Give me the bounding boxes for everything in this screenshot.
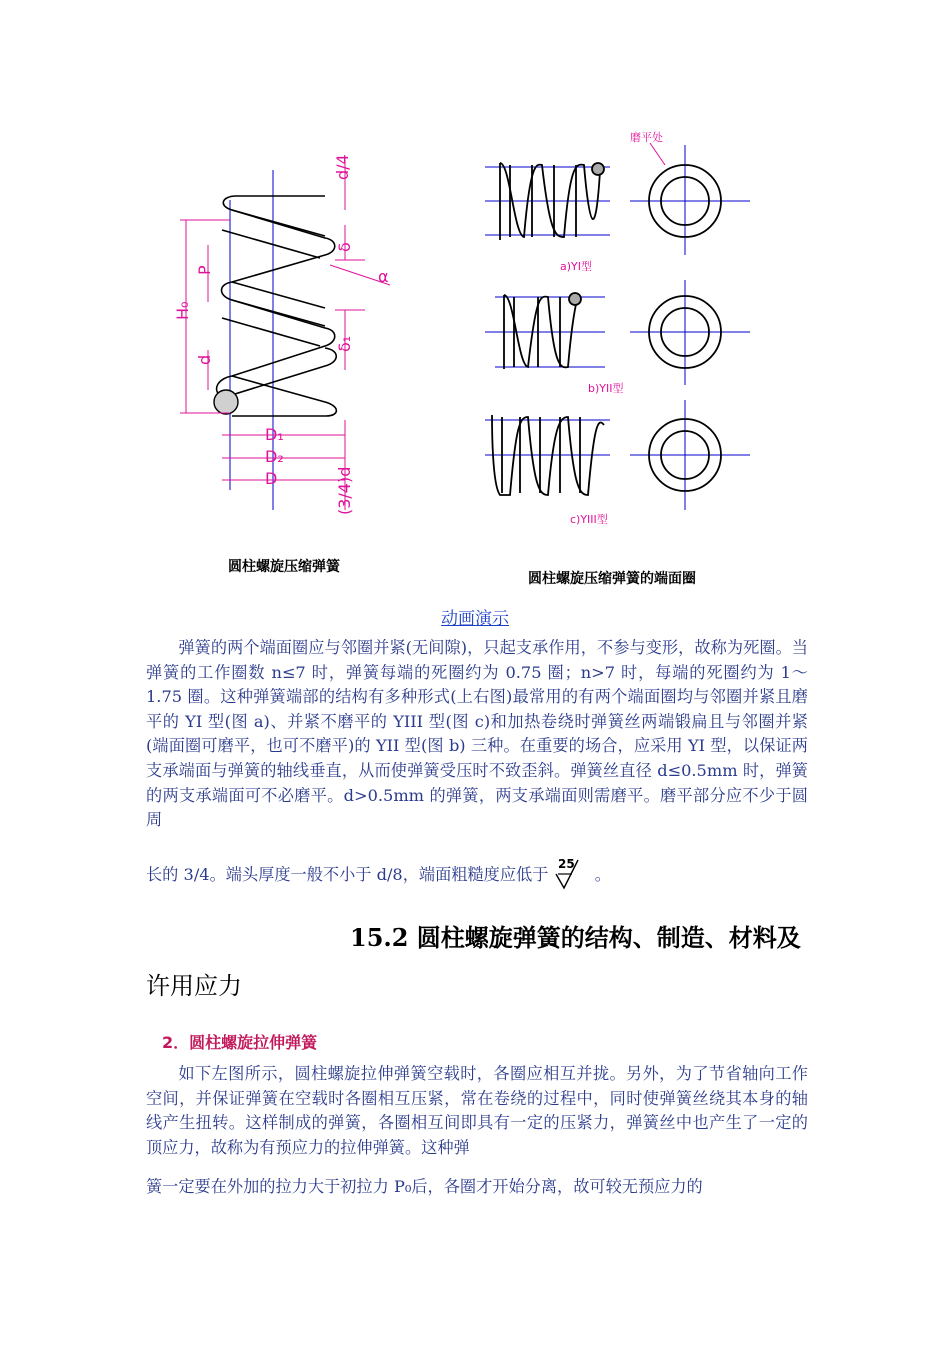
animation-demo-link[interactable]: 动画演示 [441, 609, 509, 629]
roughness-value: 25 [557, 857, 575, 871]
label-type-c: c)YIII型 [570, 513, 608, 526]
right-figure-caption: 圆柱螺旋压缩弹簧的端面圈 [528, 571, 696, 587]
section-heading: 15.2 圆柱螺旋弹簧的结构、制造、材料及 [350, 923, 801, 952]
label-d1: D₁ [265, 425, 284, 444]
paragraph-end-coils-tail [146, 856, 808, 890]
label-type-b: b)YII型 [588, 382, 624, 395]
roughness-symbol [554, 856, 590, 890]
label-type-a: a)YI型 [560, 260, 592, 273]
paragraph-end-coils-text: 弹簧的两个端面圈应与邻圈并紧(无间隙)，只起支承作用，不参与变形，故称为死圈。当弹簧的工作圈数 n≤7 时，弹簧每端的死圈约为 0.75 圈；n>7 时，每端的死圈约为 1～1.75 圈。这种弹簧端部的结构有多种形式(上右图)最常用的有两个端面圈均与邻圈并紧且磨平的 YI 型(图 a)、并紧不磨平的 YIII 型(图 c)和加热卷绕时弹簧丝两端锻扁且与邻圈并紧(端面圈可磨平，也可不磨平)的 YII 型(图 b) 三种。在重要的场合，应采用 YI 型，以保证两支承端面与弹簧的轴线垂直，从而使弹簧受压时不致歪斜。弹簧丝直径 d≤0.5mm 时，弹簧的两支承端面可不必磨平。d>0.5mm 的弹簧，两支承端面则需磨平。磨平部分应不少于圆周 [146, 638, 808, 830]
label-h0: H₀ [173, 301, 192, 320]
paragraph-end-coils [146, 636, 808, 833]
label-d2: D₂ [265, 447, 284, 466]
left-figure-caption: 圆柱螺旋压缩弹簧 [228, 559, 340, 575]
label-delta: δ [335, 242, 354, 252]
paragraph-tension-spring-text: 如下左图所示，圆柱螺旋拉伸弹簧空载时，各圈应相互并拢。另外，为了节省轴向工作空间，并保证弹簧在空载时各圈相互压紧，常在卷绕的过程中，同时使弹簧丝绕其本身的轴线产生扭转。这样制成的弹簧，各圈相互间即具有一定的压紧力，弹簧丝中也产生了一定的顶应力，故称为有预应力的拉伸弹簧。这种弹 [146, 1064, 808, 1157]
end-coil-types-figure [480, 125, 770, 535]
paragraph-tension-spring-continued: 簧一定要在外加的拉力大于初拉力 P₀后，各圈才开始分离，故可较无预应力的 [146, 1177, 703, 1196]
subheading-tension-spring: 2．圆柱螺旋拉伸弹簧 [162, 1033, 318, 1052]
label-dd: D [265, 469, 278, 488]
label-grind: 磨平处 [630, 131, 663, 144]
label-d: d [195, 354, 214, 365]
label-three-quarter-d: (3/4)d [335, 466, 354, 515]
paragraph-tension-spring [146, 1062, 808, 1160]
label-alpha: α [378, 267, 389, 286]
label-d4: d/4 [333, 154, 352, 180]
label-delta1: δ₁ [335, 335, 354, 352]
paragraph-end-coils-end: 。 [594, 865, 611, 884]
compression-spring-figure [160, 140, 389, 520]
paragraph-end-coils-tail-text: 长的 3/4。端头厚度一般不小于 d/8，端面粗糙度应低于 [146, 865, 549, 884]
label-p: P [195, 265, 214, 275]
section-heading-line2: 许用应力 [146, 972, 242, 1000]
